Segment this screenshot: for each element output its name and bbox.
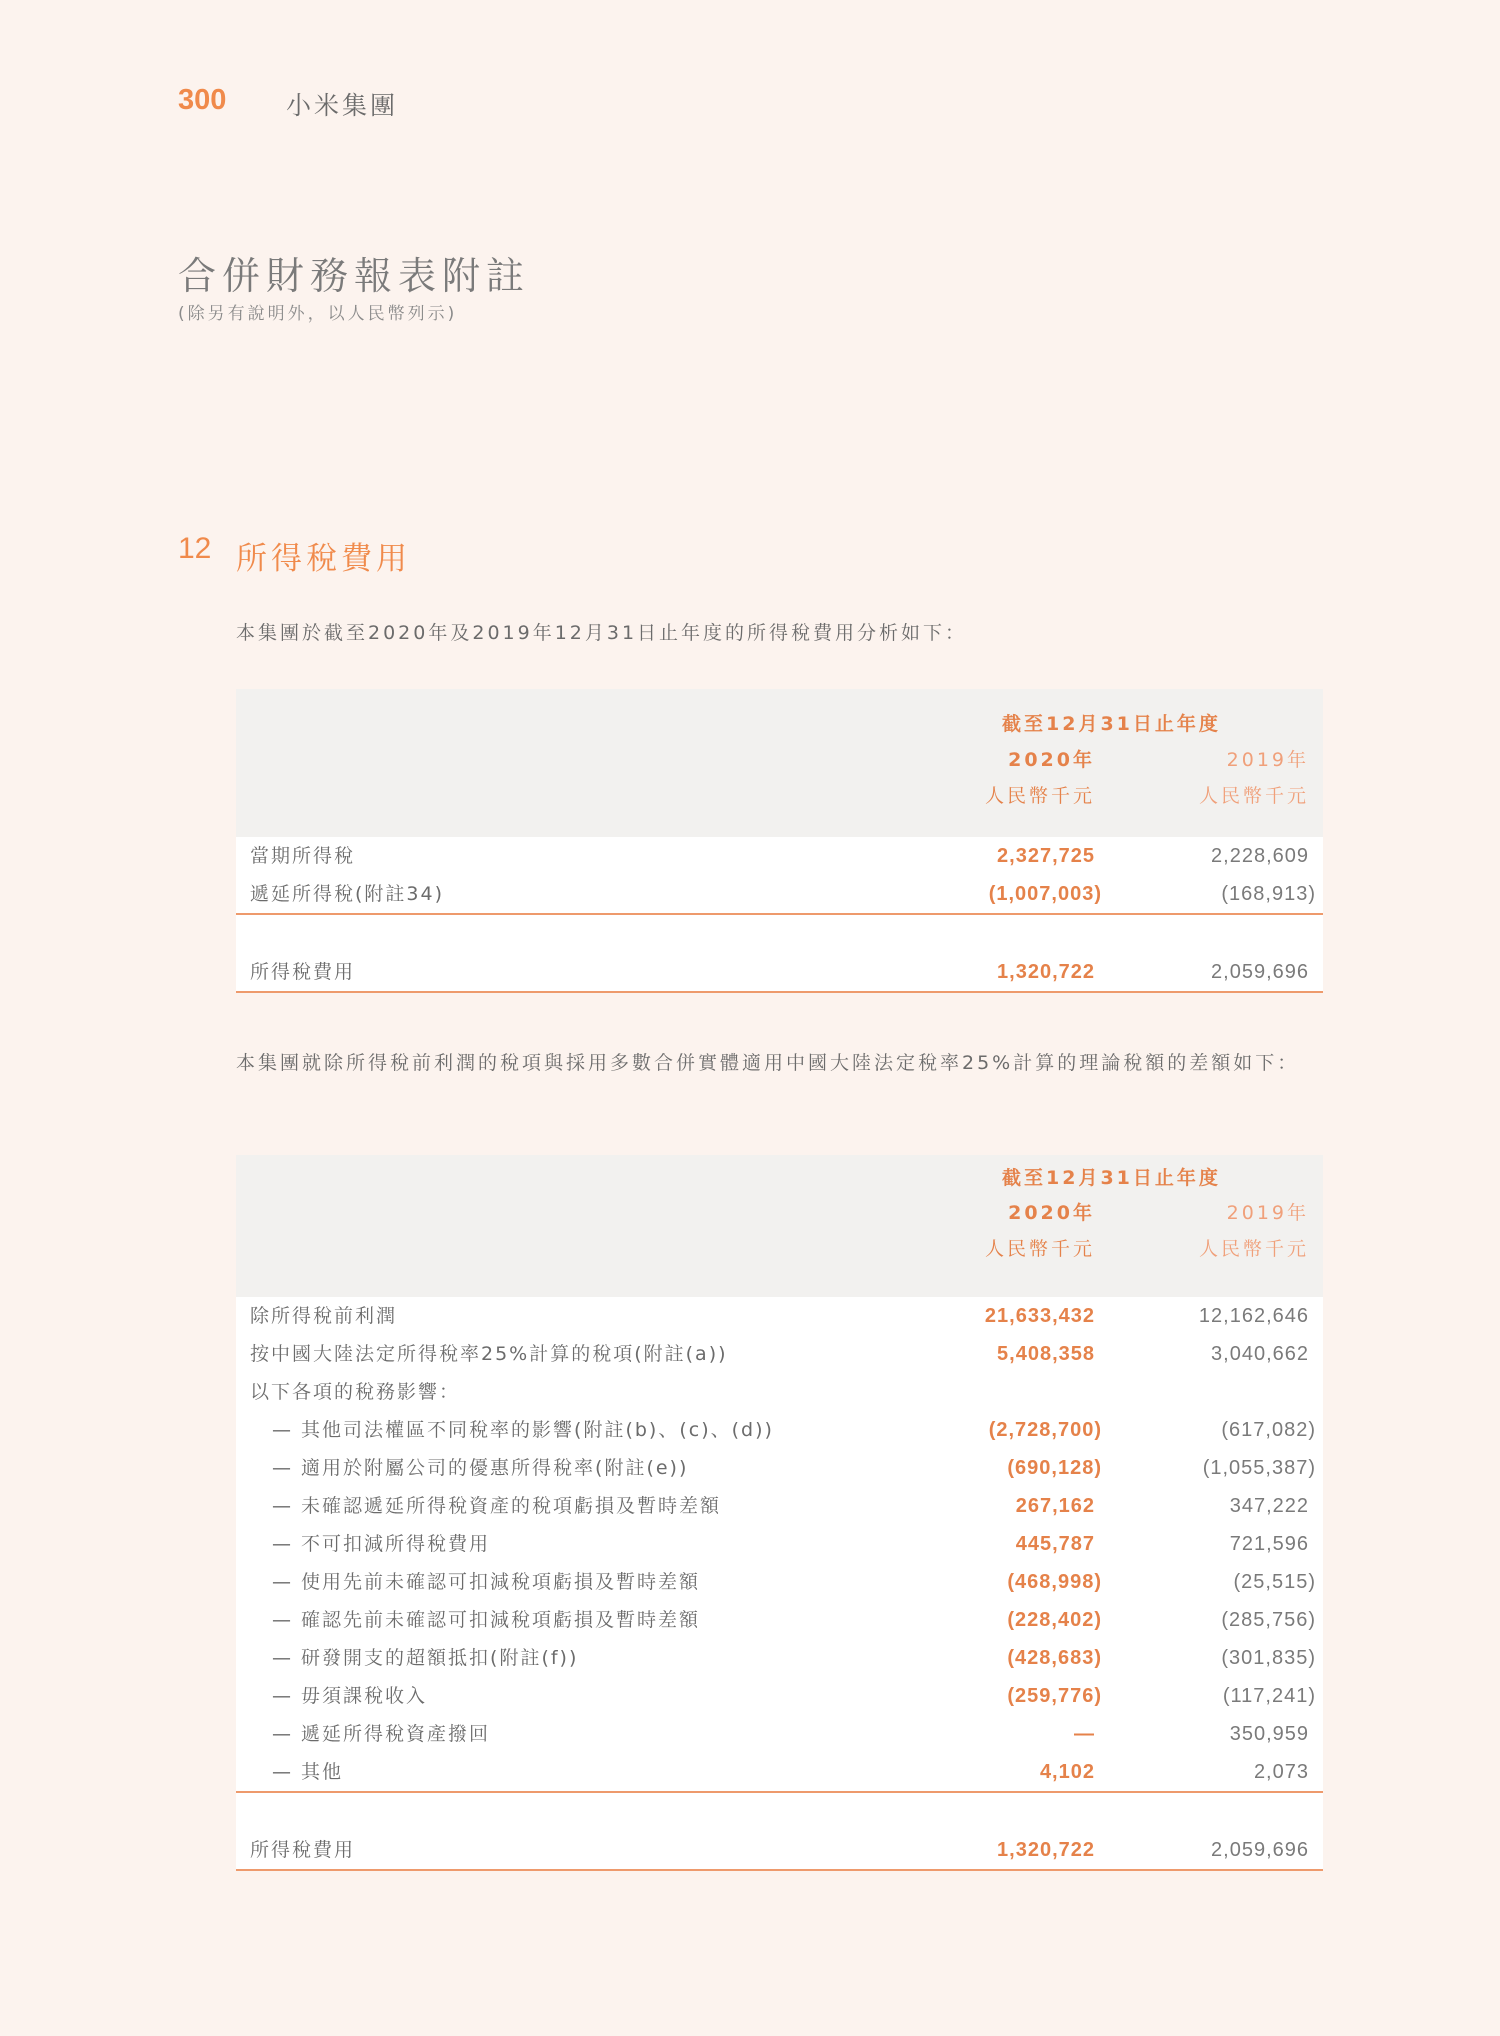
value-2019: (285,756) (1221, 1609, 1316, 1631)
column-2020-header: 2020年 (1008, 1202, 1095, 1224)
total-rule (236, 1869, 1323, 1871)
total-label: 所得稅費用 (250, 1839, 356, 1861)
value-2020: (228,402) (1007, 1609, 1102, 1631)
row-label: — 其他司法權區不同稅率的影響(附註(b)、(c)、(d)) (272, 1419, 774, 1441)
table-row (236, 1411, 1323, 1449)
period-header: 截至12月31日止年度 (1002, 1167, 1221, 1189)
value-2019: (1,055,387) (1202, 1457, 1316, 1479)
value-2019: (617,082) (1221, 1419, 1316, 1441)
period-header: 截至12月31日止年度 (1002, 713, 1221, 735)
column-2019-header: 2019年 (1226, 1202, 1309, 1224)
row-label: — 其他 (272, 1761, 344, 1783)
spacer (236, 1793, 1323, 1831)
value-2020: 2,327,725 (997, 845, 1095, 867)
value-2020: 5,408,358 (997, 1343, 1095, 1365)
document-title: 合併財務報表附註 (178, 254, 531, 298)
value-2019: (301,835) (1221, 1647, 1316, 1669)
row-label: — 研發開支的超額抵扣(附註(f)) (272, 1647, 579, 1669)
company-name: 小米集團 (286, 91, 399, 120)
row-label: 除所得稅前利潤 (250, 1305, 398, 1327)
value-2019: 347,222 (1229, 1495, 1309, 1517)
value-2019: 2,073 (1253, 1761, 1309, 1783)
table-row (236, 1639, 1323, 1677)
value-2020: 4,102 (1039, 1761, 1095, 1783)
value-2019: (168,913) (1221, 883, 1316, 905)
section-title: 所得稅費用 (236, 541, 411, 577)
table-row (236, 1677, 1323, 1715)
value-2019: 12,162,646 (1198, 1305, 1309, 1327)
row-label: — 使用先前未確認可扣減稅項虧損及暫時差額 (272, 1571, 701, 1593)
value-2019: 2,228,609 (1211, 845, 1309, 867)
table-body (236, 1297, 1323, 1871)
total-2019: 2,059,696 (1211, 961, 1309, 983)
value-2020: — (1074, 1723, 1095, 1745)
total-rule (236, 991, 1323, 993)
table-row (236, 1373, 1323, 1411)
value-2019: 3,040,662 (1211, 1343, 1309, 1365)
total-row (236, 953, 1323, 991)
value-2020: (259,776) (1007, 1685, 1102, 1707)
row-label: — 遞延所得稅資產撥回 (272, 1723, 491, 1745)
table-row (236, 1525, 1323, 1563)
row-label: 遞延所得稅(附註34) (250, 883, 445, 905)
table-row (236, 1753, 1323, 1791)
row-label: — 毋須課稅收入 (272, 1685, 428, 1707)
unit-2020-header: 人民幣千元 (984, 1238, 1095, 1260)
total-label: 所得稅費用 (250, 961, 356, 983)
table-body (236, 837, 1323, 993)
table-row (236, 1335, 1323, 1373)
value-2019: 721,596 (1229, 1533, 1309, 1555)
row-label: 按中國大陸法定所得稅率25%計算的稅項(附註(a)) (250, 1343, 728, 1365)
value-2019: (117,241) (1222, 1685, 1316, 1707)
unit-2019-header: 人民幣千元 (1198, 785, 1309, 807)
document-subtitle: (除另有說明外，以人民幣列示) (178, 304, 458, 324)
table-row (236, 1715, 1323, 1753)
value-2020: (428,683) (1007, 1647, 1102, 1669)
total-2020: 1,320,722 (997, 961, 1095, 983)
row-label: 當期所得稅 (250, 845, 356, 867)
value-2019: 350,959 (1229, 1723, 1309, 1745)
table-row (236, 1297, 1323, 1335)
table-row (236, 1563, 1323, 1601)
table-row (236, 875, 1323, 913)
total-2019: 2,059,696 (1211, 1839, 1309, 1861)
row-label: — 不可扣減所得稅費用 (272, 1533, 491, 1555)
value-2020: 445,787 (1015, 1533, 1095, 1555)
table-row (236, 1487, 1323, 1525)
total-2020: 1,320,722 (997, 1839, 1095, 1861)
table-row (236, 1449, 1323, 1487)
table-header (236, 689, 1323, 837)
unit-2019-header: 人民幣千元 (1198, 1238, 1309, 1260)
tax-reconciliation-table (236, 1155, 1323, 1871)
row-label: — 確認先前未確認可扣減稅項虧損及暫時差額 (272, 1609, 701, 1631)
spacer (236, 915, 1323, 953)
value-2020: (468,998) (1007, 1571, 1102, 1593)
intro-paragraph-1: 本集團於截至2020年及2019年12月31日止年度的所得稅費用分析如下： (236, 622, 968, 644)
column-2020-header: 2020年 (1008, 749, 1095, 771)
row-label: — 適用於附屬公司的優惠所得稅率(附註(e)) (272, 1457, 689, 1479)
column-2019-header: 2019年 (1226, 749, 1309, 771)
unit-2020-header: 人民幣千元 (984, 785, 1095, 807)
value-2020: 21,633,432 (984, 1305, 1095, 1327)
table-row (236, 837, 1323, 875)
section-number: 12 (178, 532, 212, 565)
table-row (236, 1601, 1323, 1639)
value-2019: (25,515) (1233, 1571, 1316, 1593)
value-2020: 267,162 (1015, 1495, 1095, 1517)
value-2020: (1,007,003) (988, 883, 1102, 905)
intro-paragraph-2: 本集團就除所得稅前利潤的稅項與採用多數合併實體適用中國大陸法定稅率25%計算的理論稅額的差額如下： (236, 1052, 1300, 1074)
table-header (236, 1155, 1323, 1297)
row-label: — 未確認遞延所得稅資產的稅項虧損及暫時差額 (272, 1495, 722, 1517)
income-tax-table (236, 689, 1323, 993)
page-number: 300 (178, 84, 227, 116)
total-row (236, 1831, 1323, 1869)
value-2020: (2,728,700) (988, 1419, 1102, 1441)
row-label: 以下各項的稅務影響： (250, 1381, 461, 1403)
value-2020: (690,128) (1007, 1457, 1102, 1479)
